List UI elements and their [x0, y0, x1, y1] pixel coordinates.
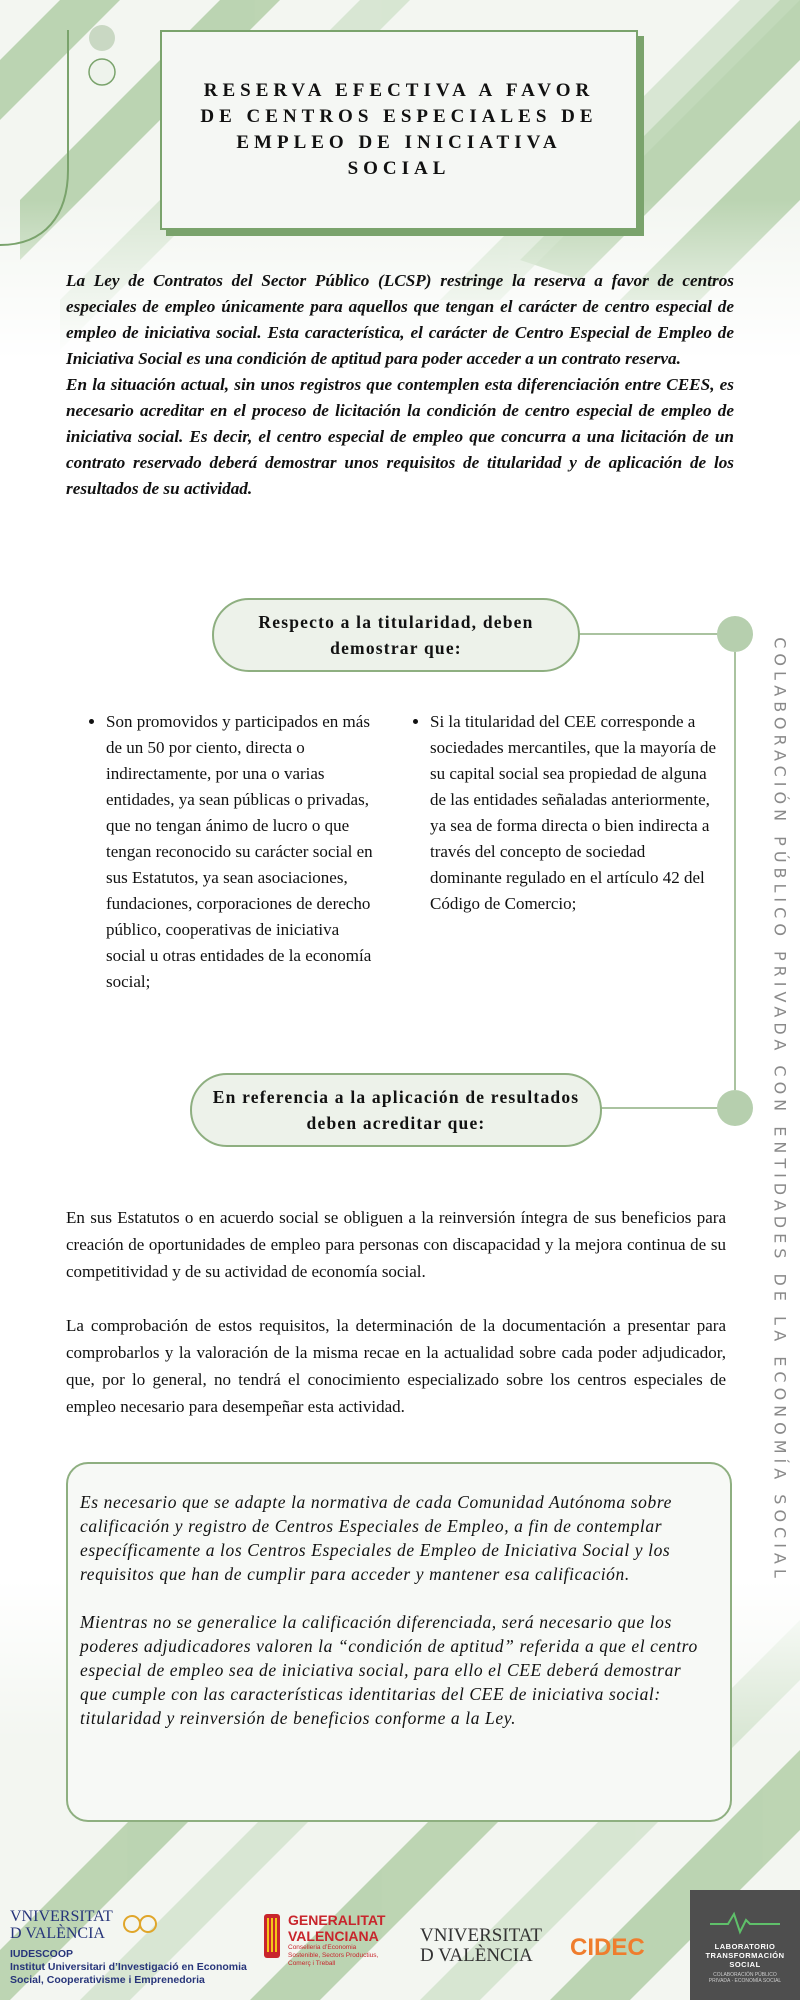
logo-subtitle: [262, 1944, 402, 1968]
logo-name: [690, 1942, 800, 1969]
logo-subtitle: [690, 1972, 800, 1984]
logo-cidec: [570, 1922, 665, 1974]
logo-text: IUDESCOOP: [10, 1948, 74, 1960]
iudescoop-emblem-icon: [122, 1910, 158, 1938]
logo-subtitle: [10, 1948, 250, 1987]
logo-text: D VALÈNCIA: [420, 1945, 533, 1966]
page-title: RESERVA EFECTIVA A FAVOR DE CENTROS ESPECIALES DE EMPLEO DE INICIATIVA SOCIAL: [200, 80, 598, 179]
body-paragraph: En sus Estatutos o en acuerdo social se obliguen a la reinversión íntegra de sus beneficios para creación de oportunidades de empleo para personas con discapacidad y la mejora continua de su competitividad y de su actividad de economía social.: [66, 1208, 726, 1281]
logo-text: VALENCIANA: [288, 1928, 379, 1944]
logo-uv-iudescoop: [10, 1908, 250, 1987]
bullet-list-right: [390, 709, 720, 917]
logo-text: Conselleria d’Economia: [288, 1944, 357, 1951]
logo-text: SOCIAL: [729, 1960, 761, 1969]
logo-text: VNIVERSITAT: [10, 1908, 113, 1925]
logo-laboratorio: [690, 1890, 800, 2000]
conclusion-box: [66, 1462, 732, 1822]
side-text-label: COLABORACIÓN PÚBLICO PRIVADA CON ENTIDADES DE LA ECONOMÍA SOCIAL: [770, 637, 790, 1583]
logo-universitat-valencia: [420, 1926, 550, 1966]
logo-text: D VALÈNCIA: [10, 1925, 105, 1942]
section-heading-text: En referencia a la aplicación de resultados deben acreditar que:: [212, 1087, 580, 1133]
logo-text: GENERALITAT: [288, 1912, 386, 1928]
logo-name: [262, 1912, 402, 1944]
side-vertical-text: [760, 637, 800, 1583]
title-box: [160, 30, 638, 230]
pulse-line-icon: [710, 1910, 780, 1936]
logo-name: CIDEC: [570, 1934, 645, 1961]
logo-name: [420, 1926, 550, 1966]
logo-text: COLABORACIÓN PÚBLICO: [713, 1972, 777, 1978]
logo-text: Institut Universitari d’Investigació en Economia: [10, 1961, 247, 1973]
conclusion-paragraph: Mientras no se generalice la calificación diferenciada, será necesario que los poderes adjudicadores valoren la “condición de aptitud” referida a que el centro especial de empleo sea de iniciativa social, para ello el CEE deberá demostrar que cumple con las características identitarias del CEE de iniciativa social: titularidad y reinversión de beneficios conforme a la Ley.: [80, 1612, 698, 1728]
intro-text: [66, 268, 734, 502]
logo-text: LABORATORIO: [714, 1942, 776, 1951]
conclusion-paragraph: Es necesario que se adapte la normativa de cada Comunidad Autónoma sobre calificación y registro de Centros Especiales de Empleo, a fin de contemplar específicamente a los Centros Especiales de Empleo de Iniciativa Social y los requisitos que han de cumplir para acceder y mantener esa calificación.: [80, 1492, 672, 1584]
logo-text: Social, Cooperativisme i Emprenedoria: [10, 1974, 205, 1986]
logo-text: TRANSFORMACIÓN: [705, 1951, 785, 1960]
list-item: • Son promovidos y participados en más de un 50 por ciento, directa o indirectamente, por una o varias entidades, ya sean públicas o privadas, que no tengan ánimo de lucro o que tengan reconocido su carácter social en sus Estatutos, ya sean asociaciones, fundaciones, corporaciones de derecho público, cooperativas de iniciativa social u otras entidades de la economía social;: [106, 709, 376, 995]
generalitat-emblem-icon: [262, 1914, 282, 1958]
section-heading-titularidad: [212, 598, 580, 672]
logo-text: Sostenible, Sectors Productius,: [288, 1952, 379, 1959]
intro-paragraph: La Ley de Contratos del Sector Público (LCSP) restringe la reserva a favor de centros especiales de empleo únicamente para aquellos que tengan el carácter de centro especial de empleo de iniciativa social. Esta característica, el carácter de Centro Especial de Empleo de Iniciativa Social es una condición de aptitud para poder acceder a un contrato reserva.: [66, 271, 734, 368]
logo-text: PRIVADA · ECONOMÍA SOCIAL: [708, 1978, 782, 1984]
section-heading-resultados: [190, 1073, 602, 1147]
section-heading-text: Respecto a la titularidad, deben demostrar que:: [258, 612, 534, 658]
logo-text: Comerç i Treball: [288, 1960, 336, 1967]
body-paragraph: La comprobación de estos requisitos, la determinación de la documentación a presentar para comprobarlos y la valoración de la misma recae en la actualidad sobre cada poder adjudicador, que, por lo general, no tendrá el conocimiento especializado sobre los centros especiales de empleo necesario para desempeñar esta actividad.: [66, 1316, 726, 1416]
list-item: • Si la titularidad del CEE corresponde a sociedades mercantiles, que la mayoría de su capital social sea propiedad de alguna de las entidades señaladas anteriormente, ya sea de forma directa o bien indirecta a través del concepto de sociedad dominante regulado en el artículo 42 del Código de Comercio;: [430, 709, 720, 917]
logo-text: VNIVERSITAT: [420, 1925, 542, 1946]
intro-paragraph: En la situación actual, sin unos registros que contemplen esta diferenciación entre CEES, es necesario acreditar en el proceso de licitación la condición de centro especial de empleo de iniciativa social. Es decir, el centro especial de empleo que concurra a una licitación de un contrato reservado deberá demostrar unos requisitos de titularidad y de aplicación de los resultados de su actividad.: [66, 375, 734, 498]
bullet-list-left: [66, 709, 376, 995]
logo-generalitat-valenciana: [262, 1912, 402, 1968]
